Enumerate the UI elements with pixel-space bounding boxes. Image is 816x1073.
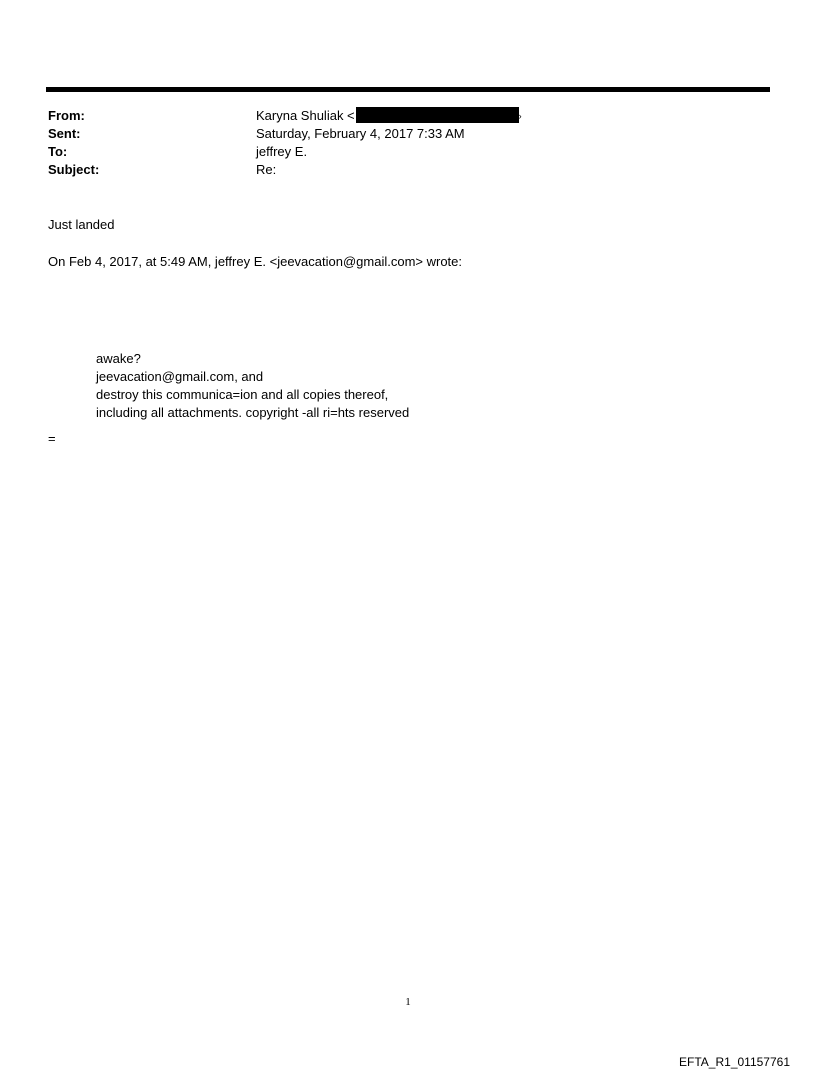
subject-value: Re: [256,162,277,177]
to-value: jeffrey E. [256,144,308,159]
redaction-block [356,107,519,123]
to-label: To: [48,144,68,159]
from-label: From: [48,108,85,123]
quoted-message [96,350,409,422]
page-number: 1 [405,996,411,1008]
message-body: Just landed [48,217,115,232]
sent-label: Sent: [48,126,81,141]
sent-value: Saturday, February 4, 2017 7:33 AM [256,126,465,141]
redaction-edge: › [518,111,522,121]
email-header [48,107,748,179]
from-row [48,107,748,125]
bates-number: EFTA_R1_01157761 [679,1055,790,1069]
header-divider [46,87,770,92]
quoted-line: jeevacation@gmail.com, and [96,369,264,384]
quoted-line: destroy this communica=ion and all copies thereof, [96,387,389,402]
subject-row [48,161,748,179]
to-row [48,143,748,161]
quoted-line: awake? [96,351,141,366]
reply-intro: On Feb 4, 2017, at 5:49 AM, jeffrey E. <jeevacation@gmail.com> wrote: [48,254,463,269]
sent-row [48,125,748,143]
from-value [256,107,522,125]
quoted-line: including all attachments. copyright -all ri=hts reserved [96,405,410,420]
from-sender: Karyna Shuliak < [256,108,355,123]
subject-label: Subject: [48,162,100,177]
trailing-character: = [48,431,56,446]
